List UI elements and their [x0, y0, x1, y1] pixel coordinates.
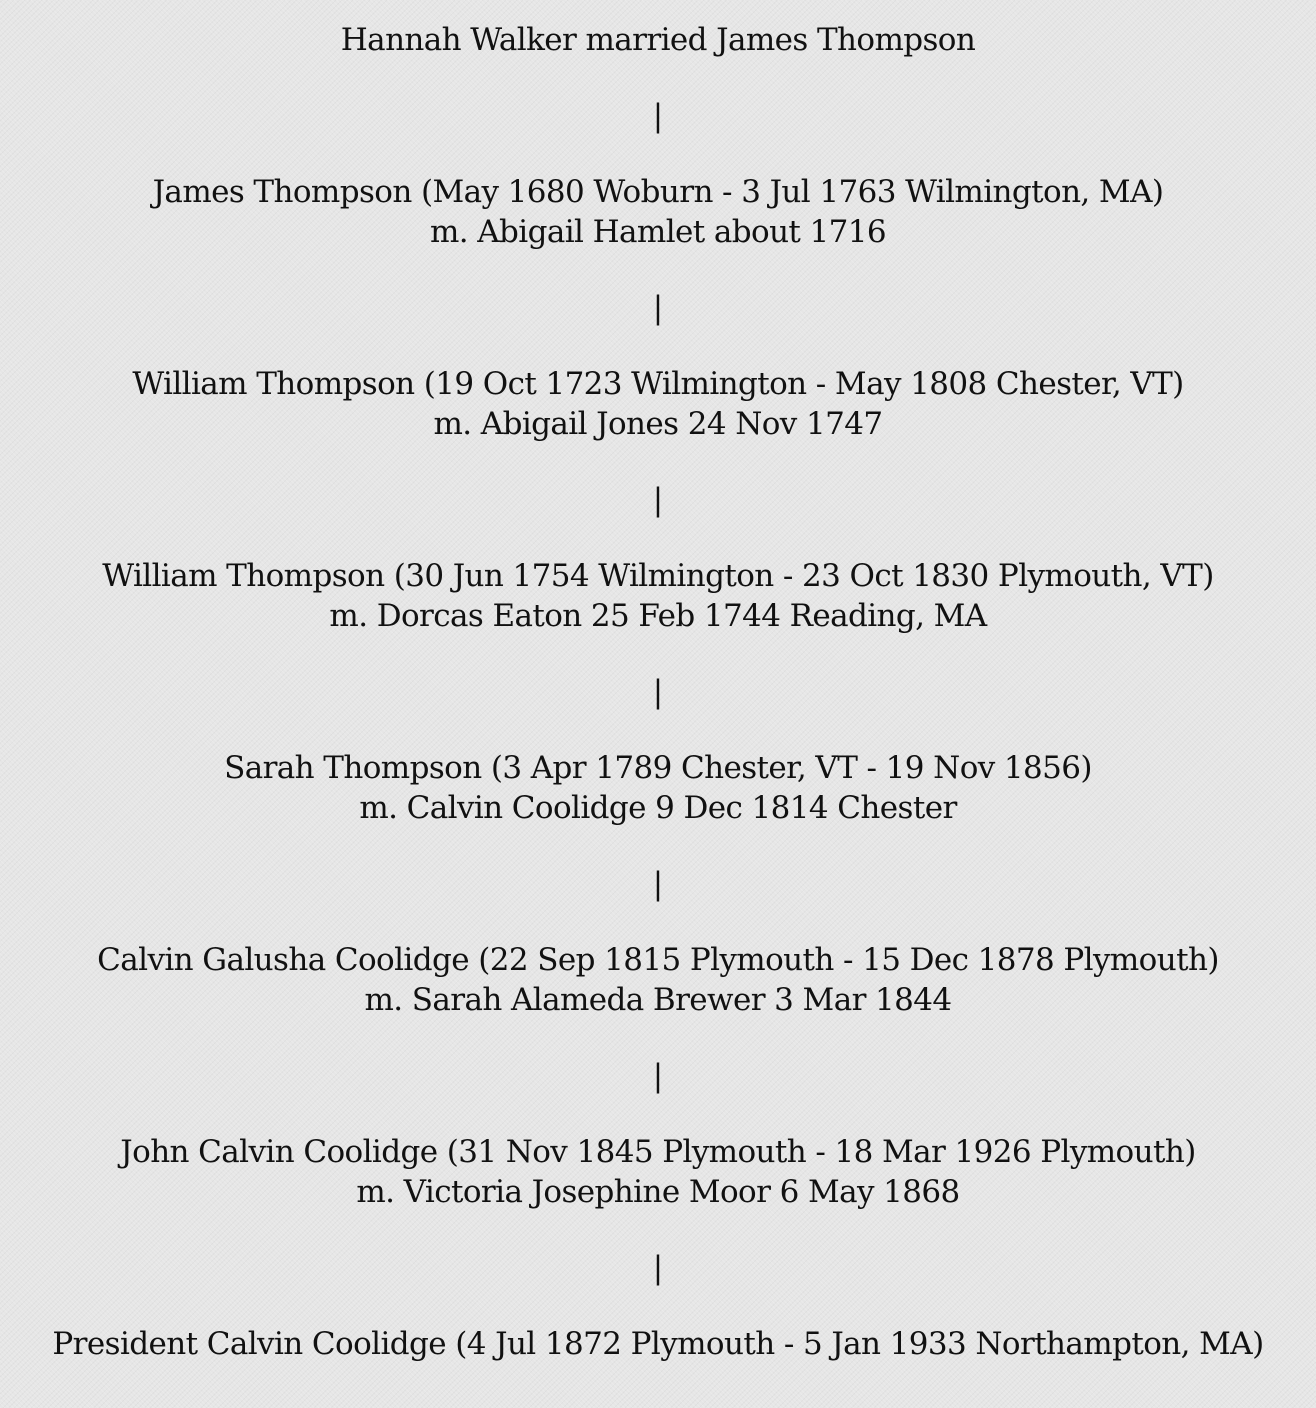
entry-marriage-line: m. Victoria Josephine Moor 6 May 1868 [356, 1174, 960, 1210]
entry-name-line: William Thompson (19 Oct 1723 Wilmington - May 1808 Chester, VT) [132, 366, 1184, 402]
entry-name-line: Sarah Thompson (3 Apr 1789 Chester, VT - 19 Nov 1856) [224, 750, 1092, 786]
entry-name-line: Calvin Galusha Coolidge (22 Sep 1815 Plymouth - 15 Dec 1878 Plymouth) [97, 942, 1219, 978]
lineage-connector: | [652, 866, 664, 902]
lineage-entry-william-thompson-1754 [0, 556, 1316, 636]
lineage-entry-calvin-galusha-coolidge [0, 940, 1316, 1020]
lineage-entry-john-calvin-coolidge [0, 1132, 1316, 1212]
lineage-entry-sarah-thompson [0, 748, 1316, 828]
entry-name-line: Hannah Walker married James Thompson [340, 22, 976, 58]
lineage-entry-hannah-walker [0, 20, 1316, 60]
entry-marriage-line: m. Abigail Hamlet about 1716 [429, 214, 887, 250]
entry-name-line: William Thompson (30 Jun 1754 Wilmington - 23 Oct 1830 Plymouth, VT) [102, 558, 1214, 594]
entry-marriage-line: m. Abigail Jones 24 Nov 1747 [433, 406, 883, 442]
lineage-connector: | [652, 290, 664, 326]
entry-name-line: John Calvin Coolidge (31 Nov 1845 Plymouth - 18 Mar 1926 Plymouth) [120, 1134, 1196, 1170]
entry-name-line: James Thompson (May 1680 Woburn - 3 Jul 1763 Wilmington, MA) [152, 174, 1164, 210]
lineage-entry-james-thompson [0, 172, 1316, 252]
lineage-connector: | [652, 98, 664, 134]
lineage-connector: | [652, 1250, 664, 1286]
lineage-connector: | [652, 1058, 664, 1094]
entry-marriage-line: m. Calvin Coolidge 9 Dec 1814 Chester [359, 790, 957, 826]
lineage-entry-william-thompson-1723 [0, 364, 1316, 444]
lineage-connector: | [652, 482, 664, 518]
lineage-connector: | [652, 674, 664, 710]
entry-name-line: President Calvin Coolidge (4 Jul 1872 Plymouth - 5 Jan 1933 Northampton, MA) [52, 1326, 1264, 1362]
lineage-entry-president-calvin-coolidge [0, 1324, 1316, 1364]
entry-marriage-line: m. Sarah Alameda Brewer 3 Mar 1844 [364, 982, 952, 1018]
entry-marriage-line: m. Dorcas Eaton 25 Feb 1744 Reading, MA [329, 598, 987, 634]
